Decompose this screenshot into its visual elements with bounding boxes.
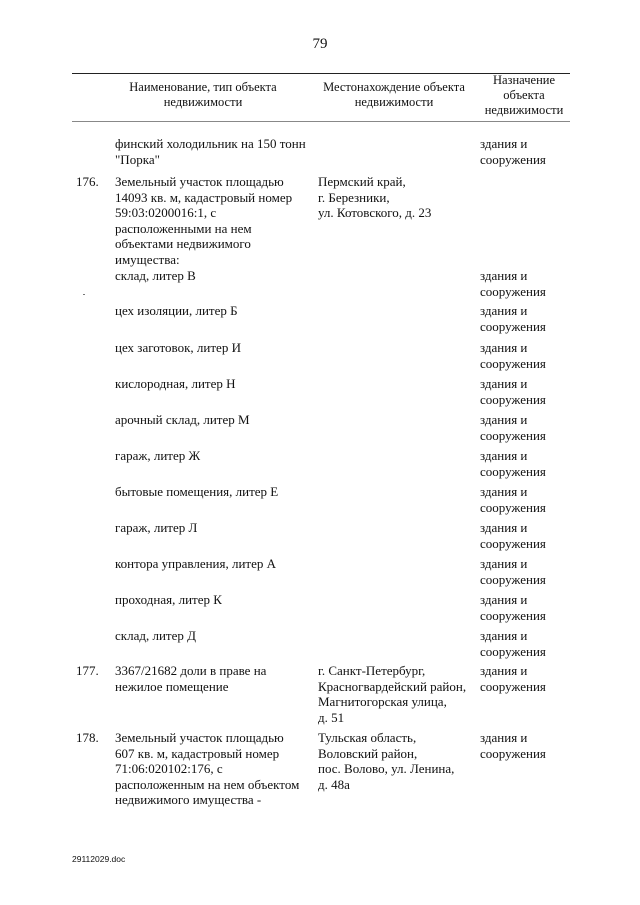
row-name: финский холодильник на 150 тонн "Порка" (115, 136, 306, 167)
row-purpose: здания и сооружения (480, 448, 546, 479)
row-name: Земельный участок площадью 607 кв. м, кадастровый номер 71:06:020102:176, с расположенным на нем объектом недвижимого имущества - (115, 730, 300, 807)
row-purpose: здания и сооружения (480, 136, 546, 167)
row-purpose: здания и сооружения (480, 484, 546, 515)
row-name: арочный склад, литер М (115, 412, 250, 427)
header-divider (72, 121, 570, 122)
row-purpose: здания и сооружения (480, 556, 546, 587)
row-purpose: здания и сооружения (480, 520, 546, 551)
page-number: 79 (312, 36, 328, 52)
row-location: г. Санкт-Петербург, Красногвардейский район, Магнитогорская улица, д. 51 (318, 663, 467, 725)
row-name: гараж, литер Л (115, 520, 198, 535)
row-purpose: здания и сооружения (480, 376, 546, 407)
row-name: бытовые помещения, литер Е (115, 484, 279, 499)
row-name: цех заготовок, литер И (115, 340, 241, 355)
row-name: контора управления, литер А (115, 556, 277, 571)
row-number: 177. (76, 663, 99, 678)
header-location-cell: Местонахождение объекта недвижимости (323, 80, 465, 109)
row-name: Земельный участок площадью 14093 кв. м, кадастровый номер 59:03:0200016:1, с расположенными на нем объектами недвижимого имущества: (115, 174, 293, 267)
row-name: кислородная, литер Н (115, 376, 236, 391)
row-purpose: здания и сооружения (480, 592, 546, 623)
row-purpose: здания и сооружения (480, 303, 546, 334)
speck (83, 294, 85, 295)
row-location: Тульская область, Воловский район, пос. Волово, ул. Ленина, д. 48а (318, 730, 455, 792)
row-name: проходная, литер К (115, 592, 222, 607)
row-purpose: здания и сооружения (480, 730, 546, 761)
header-name-cell: Наименование, тип объекта недвижимости (129, 80, 277, 109)
row-name: 3367/21682 доли в праве на нежилое помещение (115, 663, 267, 694)
header-purpose-cell: Назначение объекта недвижимости (484, 73, 564, 117)
row-name: склад, литер В (115, 268, 196, 283)
footer-filename: 29112029.doc (72, 854, 126, 864)
row-purpose: здания и сооружения (480, 628, 546, 659)
row-purpose: здания и сооружения (480, 268, 546, 299)
row-purpose: здания и сооружения (480, 412, 546, 443)
row-name: гараж, литер Ж (115, 448, 201, 463)
row-purpose: здания и сооружения (480, 663, 546, 694)
row-number: 176. (76, 174, 99, 189)
row-number: 178. (76, 730, 99, 745)
row-name: цех изоляции, литер Б (115, 303, 238, 318)
row-name: склад, литер Д (115, 628, 196, 643)
row-purpose: здания и сооружения (480, 340, 546, 371)
row-location: Пермский край, г. Березники, ул. Котовского, д. 23 (318, 174, 432, 220)
